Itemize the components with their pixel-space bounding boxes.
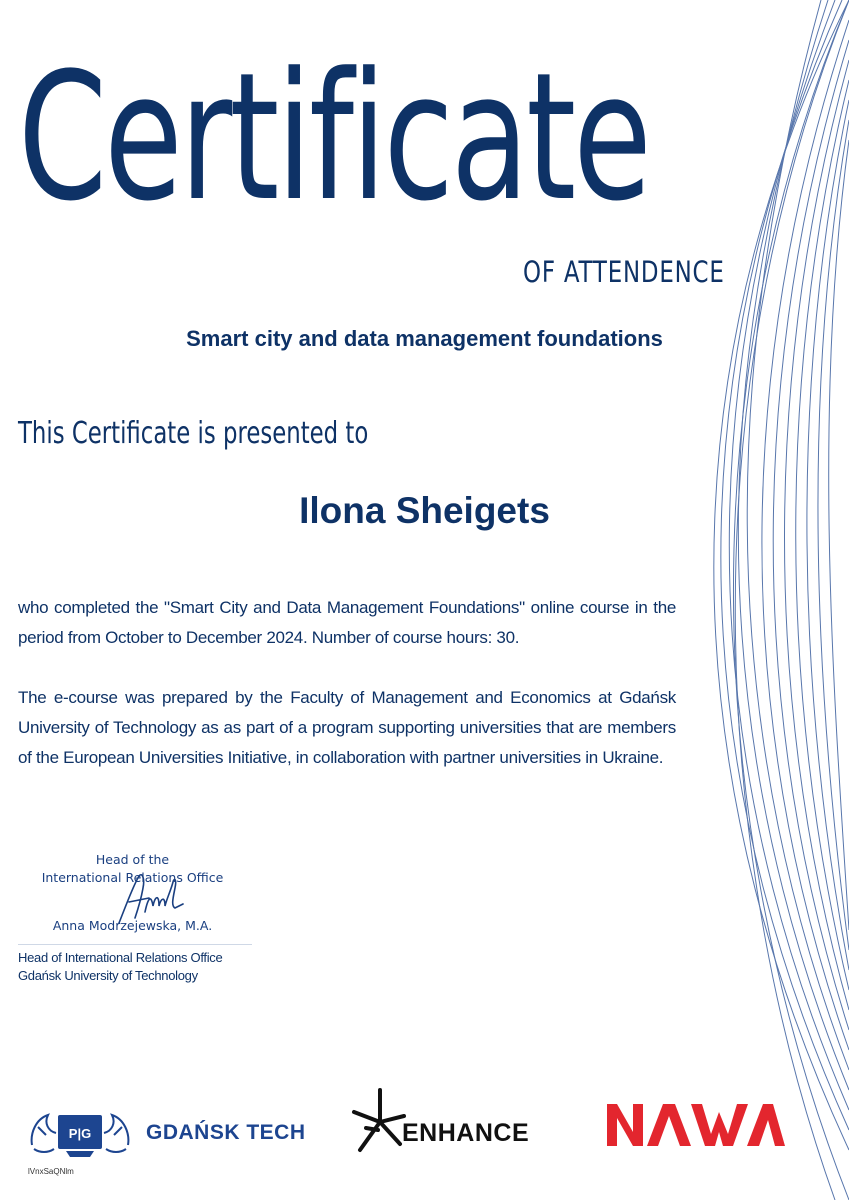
course-name: Smart city and data management foundations [186,326,663,351]
gdansk-tech-logo [26,1105,306,1161]
program-paragraph: The e-course was prepared by the Faculty of Management and Economics at Gdańsk University of Technology as as part of a program supporting universities that are members of the European Universities Initiative, in collaboration with partner universities in Ukraine. [18,688,676,767]
signature-caption-line-2: Gdańsk University of Technology [18,968,198,983]
document-code: lVnxSaQNlm [28,1167,74,1176]
signature-stamp [30,850,235,940]
enhance-label: ENHANCE [402,1119,530,1147]
enhance-logo [350,1086,529,1156]
enhance-star-icon [350,1086,406,1156]
stamp-name: Anna Modrzejewska, M.A. [52,918,213,933]
presented-to-text: This Certificate is presented to [18,416,369,451]
stamp-line-1: Head of the [95,852,170,867]
stamp-line-2: International Relations Office [41,870,224,885]
certificate-title: Certificate [18,35,649,240]
nawa-wordmark-icon [605,1100,785,1150]
svg-text:P|G: P|G [68,1126,92,1141]
completion-paragraph: who completed the "Smart City and Data Management Foundations" online course in the period from October to December 2024. Number of course hours: 30. [18,598,676,647]
recipient-name: Ilona Sheigets [299,490,550,531]
signature-caption [18,949,222,985]
nawa-logo [605,1100,785,1155]
signature-divider [18,944,252,945]
signature-caption-line-1: Head of International Relations Office [18,950,223,965]
certificate-subtitle: OF ATTENDENCE [523,255,725,289]
gdansk-crest-icon [26,1105,134,1161]
gdansk-tech-label: GDAŃSK TECH [146,1121,306,1144]
